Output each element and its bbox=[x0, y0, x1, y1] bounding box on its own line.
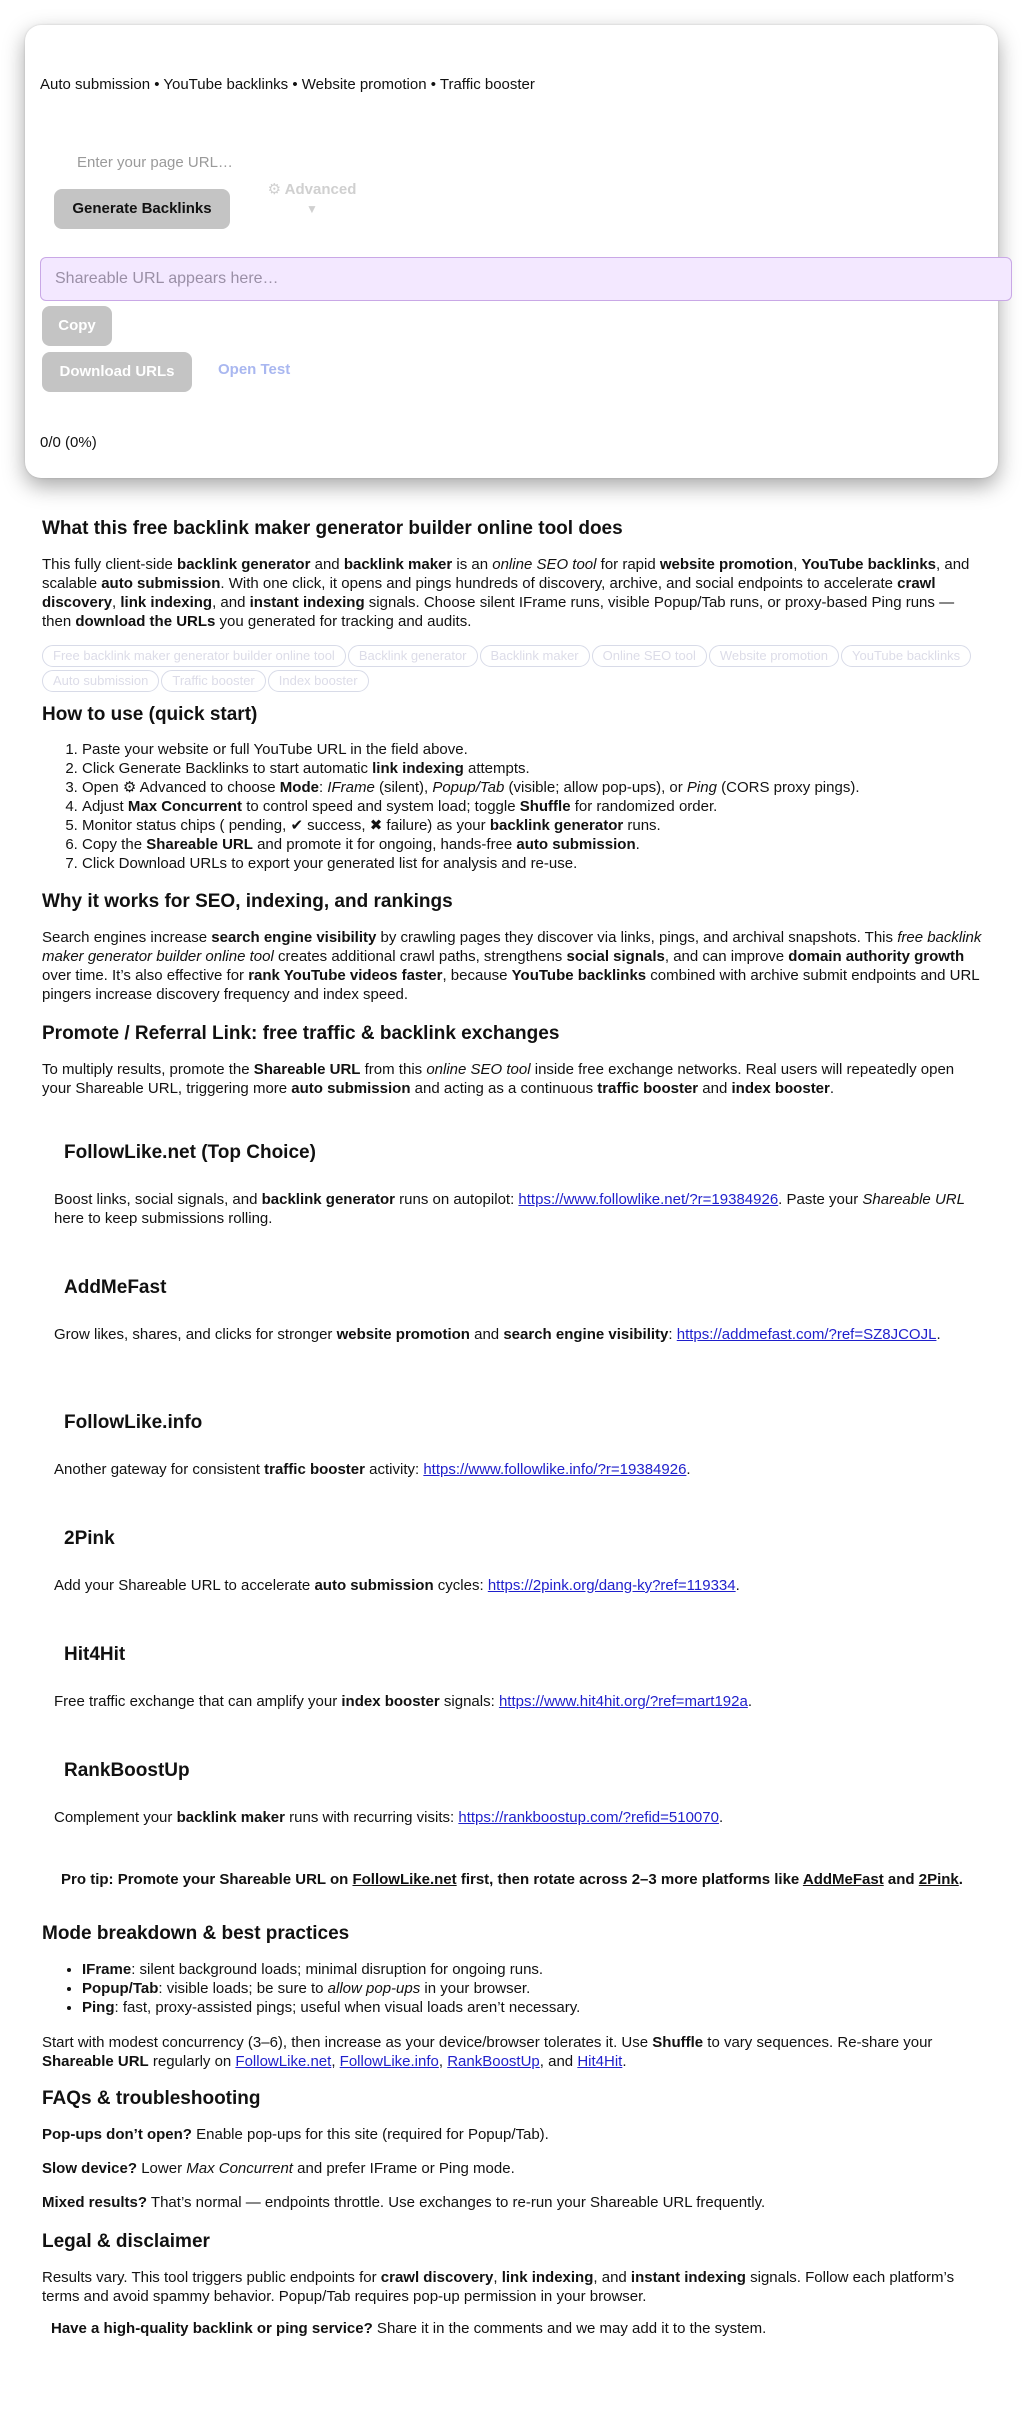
step-item: 3. Open ⚙ Advanced to choose Mode: IFrame (silent), Popup/Tab (visible; allow pop-ups), or Ping (CORS proxy pings). bbox=[82, 778, 987, 797]
closing-note: Have a high-quality backlink or ping service? Share it in the comments and we may add it to the system. bbox=[51, 2320, 767, 2337]
exchange-desc: Another gateway for consistent traffic booster activity: https://www.followlike.info/?r=19384926. bbox=[54, 1460, 691, 1478]
modes-followlike-net-link[interactable]: FollowLike.net bbox=[235, 2053, 332, 2070]
advanced-toggle[interactable] bbox=[262, 180, 362, 217]
step-item: 4. Adjust Max Concurrent to control speed and system load; toggle Shuffle for randomized order. bbox=[82, 797, 987, 816]
exchange-desc: Free traffic exchange that can amplify your index booster signals: https://www.hit4hit.org/?ref=mart192a. bbox=[54, 1692, 752, 1710]
hit4hit-link[interactable]: https://www.hit4hit.org/?ref=mart192a bbox=[498, 1692, 748, 1710]
step-item: 6. Copy the Shareable URL and promote it for ongoing, hands-free auto submission. bbox=[82, 835, 987, 854]
keyword-chip: YouTube backlinks bbox=[841, 645, 971, 667]
faq-item: Pop-ups don’t open? Enable pop-ups for this site (required for Popup/Tab). bbox=[42, 2126, 549, 2143]
keyword-chips bbox=[42, 645, 977, 693]
modes-heading: Mode breakdown & best practices bbox=[42, 1923, 350, 1944]
exchange-desc: Boost links, social signals, and backlink generator runs on autopilot: https://www.followlike.net/?r=19384926. Paste your Shareable URL here to keep submissions rolling. bbox=[54, 1190, 965, 1227]
copy-button[interactable]: Copy bbox=[42, 306, 112, 346]
what-heading: What this free backlink maker generator builder online tool does bbox=[42, 518, 623, 539]
protip-2pink-link[interactable]: 2Pink bbox=[918, 1871, 959, 1888]
exchange-addmefast bbox=[54, 1276, 984, 1344]
mode-item: • Popup/Tab: visible loads; be sure to allow pop-ups in your browser. bbox=[82, 1979, 580, 1998]
keyword-chip: Backlink generator bbox=[348, 645, 478, 667]
why-paragraph: Search engines increase search engine visibility by crawling pages they discover via links, pings, and archival snapshots. This free backlink maker generator builder online tool creates additional crawl paths, strengthens social signals, and can improve domain authority growth over time. It’s also effective for rank YouTube videos faster, because YouTube backlinks combined with archive submit endpoints and URL pingers increase discovery frequency and index speed. bbox=[42, 929, 982, 1003]
what-paragraph: This fully client-side backlink generator and backlink maker is an online SEO tool for rapid website promotion, YouTube backlinks, and scalable auto submission. With one click, it opens and pings hundreds of discovery, archive, and social endpoints to accelerate crawl discovery, link indexing, and instant indexing signals. Choose silent IFrame runs, visible Popup/Tab runs, or proxy-based Ping runs — then download the URLs you generated for tracking and audits. bbox=[42, 556, 970, 630]
open-test-link[interactable]: Open Test bbox=[218, 361, 291, 378]
modes-rankboostup-link[interactable]: RankBoostUp bbox=[447, 2053, 540, 2070]
modes-paragraph: Start with modest concurrency (3–6), then increase as your device/browser tolerates it. Use Shuffle to vary sequences. Re-share your Shareable URL regularly on FollowLike.net, FollowLike.info, RankBoostUp, and Hit4Hit. bbox=[42, 2034, 933, 2070]
exchange-desc: Add your Shareable URL to accelerate auto submission cycles: https://2pink.org/dang-ky?ref=119334. bbox=[54, 1576, 740, 1594]
promote-paragraph: To multiply results, promote the Shareable URL from this online SEO tool inside free exchange networks. Real users will repeatedly open your Shareable URL, triggering more auto submission and acting as a continuous traffic booster and index booster. bbox=[42, 1061, 955, 1097]
shareable-url-field[interactable] bbox=[40, 257, 1012, 301]
mode-item: • IFrame: silent background loads; minimal disruption for ongoing runs. bbox=[82, 1960, 580, 1979]
generate-backlinks-button[interactable]: Generate Backlinks bbox=[54, 189, 230, 229]
exchange-title: AddMeFast bbox=[64, 1277, 167, 1298]
faq-heading: FAQs & troubleshooting bbox=[42, 2088, 261, 2109]
why-heading: Why it works for SEO, indexing, and rankings bbox=[42, 891, 453, 912]
exchange-followlike-info bbox=[54, 1411, 984, 1479]
exchange-title: FollowLike.net (Top Choice) bbox=[64, 1142, 316, 1163]
legal-paragraph: Results vary. This tool triggers public endpoints for crawl discovery, link indexing, and instant indexing signals. Follow each platform’s terms and avoid spammy behavior. Popup/Tab requires pop-up permission in your browser. bbox=[42, 2269, 955, 2305]
keyword-chip: Website promotion bbox=[709, 645, 839, 667]
keyword-chip: Auto submission bbox=[42, 670, 159, 692]
promote-heading: Promote / Referral Link: free traffic & backlink exchanges bbox=[42, 1023, 560, 1044]
keyword-chip: Index booster bbox=[268, 670, 369, 692]
page-url-input[interactable] bbox=[65, 147, 625, 177]
exchange-followlike-net bbox=[54, 1141, 984, 1228]
exchange-title: Hit4Hit bbox=[64, 1644, 126, 1665]
step-item: 1. Paste your website or full YouTube URL in the field above. bbox=[82, 740, 987, 759]
chevron-down-icon: ▼ bbox=[306, 201, 318, 216]
download-urls-button[interactable]: Download URLs bbox=[42, 352, 192, 392]
2pink-link[interactable]: https://2pink.org/dang-ky?ref=119334 bbox=[487, 1576, 736, 1594]
followlike-net-link[interactable]: https://www.followlike.net/?r=19384926 bbox=[518, 1190, 779, 1208]
exchange-title: FollowLike.info bbox=[64, 1412, 203, 1433]
keyword-chip: Backlink maker bbox=[480, 645, 590, 667]
exchange-desc: Grow likes, shares, and clicks for stronger website promotion and search engine visibility: https://addmefast.com/?ref=SZ8JCOJL. bbox=[54, 1325, 941, 1343]
exchange-title: RankBoostUp bbox=[64, 1760, 190, 1781]
faq-item: Mixed results? That’s normal — endpoints throttle. Use exchanges to re-run your Shareable URL frequently. bbox=[42, 2194, 766, 2211]
modes-hit4hit-link[interactable]: Hit4Hit bbox=[577, 2053, 623, 2070]
exchange-rankboostup bbox=[54, 1759, 984, 1827]
step-item: 7. Click Download URLs to export your generated list for analysis and re-use. bbox=[82, 854, 987, 873]
tool-tagline: Auto submission • YouTube backlinks • Website promotion • Traffic booster bbox=[40, 76, 535, 93]
exchange-desc: Complement your backlink maker runs with recurring visits: https://rankboostup.com/?refid=510070. bbox=[54, 1808, 724, 1826]
step-item: 2. Click Generate Backlinks to start automatic link indexing attempts. bbox=[82, 759, 987, 778]
pro-tip: Pro tip: Promote your Shareable URL on FollowLike.net first, then rotate across 2–3 more platforms like AddMeFast and 2Pink. bbox=[61, 1871, 963, 1888]
modes-followlike-info-link[interactable]: FollowLike.info bbox=[339, 2053, 439, 2070]
exchange-hit4hit bbox=[54, 1643, 984, 1711]
quickstart-steps bbox=[42, 740, 987, 873]
step-item: 5. Monitor status chips ( pending, ✔ success, ✖ failure) as your backlink generator runs. bbox=[82, 816, 987, 835]
followlike-info-link[interactable]: https://www.followlike.info/?r=19384926 bbox=[423, 1460, 687, 1478]
mode-item: • Ping: fast, proxy-assisted pings; useful when visual loads aren’t necessary. bbox=[82, 1998, 580, 2017]
faq-item: Slow device? Lower Max Concurrent and prefer IFrame or Ping mode. bbox=[42, 2160, 515, 2177]
addmefast-link[interactable]: https://addmefast.com/?ref=SZ8JCOJL bbox=[676, 1325, 937, 1343]
backlink-tool-card bbox=[25, 25, 998, 478]
keyword-chip: Online SEO tool bbox=[592, 645, 707, 667]
legal-heading: Legal & disclaimer bbox=[42, 2231, 210, 2252]
rankboostup-link[interactable]: https://rankboostup.com/?refid=510070 bbox=[458, 1808, 719, 1826]
exchange-title: 2Pink bbox=[64, 1528, 115, 1549]
keyword-chip: Free backlink maker generator builder online tool bbox=[42, 645, 346, 667]
modes-list bbox=[42, 1960, 580, 2017]
progress-counter: 0/0 (0%) bbox=[40, 434, 97, 451]
exchange-2pink bbox=[54, 1527, 984, 1595]
keyword-chip: Traffic booster bbox=[161, 670, 265, 692]
protip-followlike-net-link[interactable]: FollowLike.net bbox=[352, 1871, 457, 1888]
howto-heading: How to use (quick start) bbox=[42, 704, 258, 725]
protip-addmefast-link[interactable]: AddMeFast bbox=[802, 1871, 884, 1888]
advanced-label: ⚙ Advanced bbox=[267, 181, 357, 198]
